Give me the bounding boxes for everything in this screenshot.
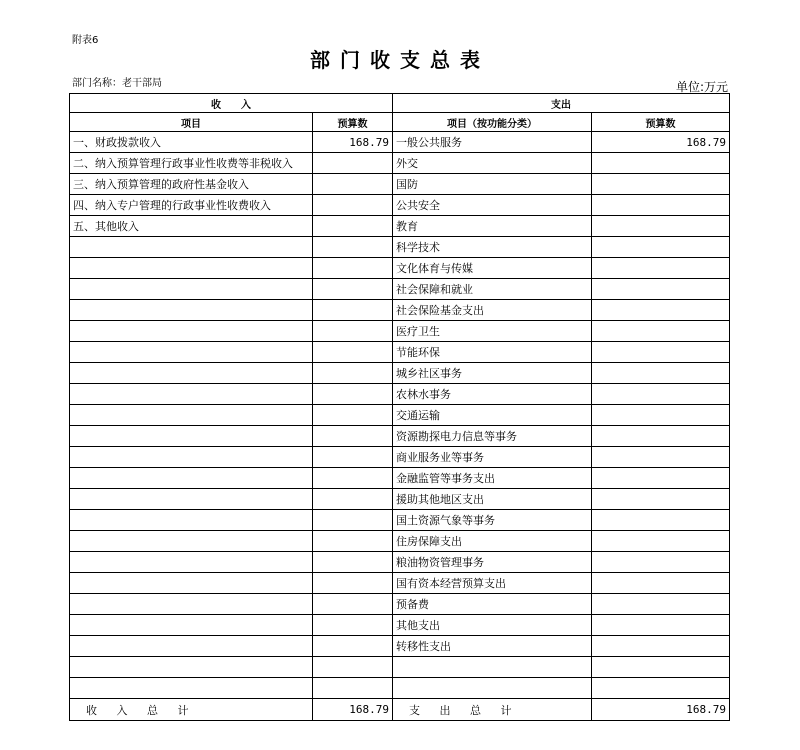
expense-amount-cell <box>592 195 730 216</box>
income-item-cell <box>70 615 313 636</box>
expense-total-label: 支 出 总 计 <box>393 699 592 721</box>
column-header-row <box>70 113 730 132</box>
expense-item-cell: 粮油物资管理事务 <box>393 552 592 573</box>
income-total-label: 收 入 总 计 <box>70 699 313 721</box>
expense-item-cell: 农林水事务 <box>393 384 592 405</box>
table-row <box>70 174 730 195</box>
expense-item-cell: 国防 <box>393 174 592 195</box>
income-item-cell: 四、纳入专户管理的行政事业性收费收入 <box>70 195 313 216</box>
expense-item-cell: 一般公共服务 <box>393 132 592 153</box>
expense-amount-cell <box>592 258 730 279</box>
income-item-cell <box>70 258 313 279</box>
table-row <box>70 321 730 342</box>
expense-item-cell: 住房保障支出 <box>393 531 592 552</box>
income-item-cell <box>70 510 313 531</box>
income-amount-cell <box>313 363 393 384</box>
income-item-cell <box>70 636 313 657</box>
table-row <box>70 573 730 594</box>
income-amount-cell <box>313 153 393 174</box>
income-amount-cell <box>313 405 393 426</box>
income-item-cell <box>70 657 313 678</box>
expense-amount-cell <box>592 531 730 552</box>
table-row <box>70 195 730 216</box>
income-item-cell <box>70 426 313 447</box>
expense-item-cell: 节能环保 <box>393 342 592 363</box>
income-item-cell <box>70 531 313 552</box>
income-group-header: 收 入 <box>70 94 393 113</box>
expense-amount-cell <box>592 405 730 426</box>
expense-amount-cell <box>592 174 730 195</box>
col-header-expense-budget: 预算数 <box>592 113 730 132</box>
expense-item-cell: 文化体育与传媒 <box>393 258 592 279</box>
expense-item-cell: 公共安全 <box>393 195 592 216</box>
table-row <box>70 384 730 405</box>
income-amount-cell <box>313 489 393 510</box>
table-row <box>70 405 730 426</box>
income-amount-cell <box>313 300 393 321</box>
expense-amount-cell <box>592 594 730 615</box>
income-item-cell <box>70 594 313 615</box>
table-row <box>70 426 730 447</box>
income-amount-cell <box>313 657 393 678</box>
expense-amount-cell <box>592 489 730 510</box>
income-item-cell <box>70 678 313 699</box>
income-total-amount: 168.79 <box>313 699 393 721</box>
income-amount-cell <box>313 174 393 195</box>
page-title: 部门收支总表 <box>310 48 490 72</box>
expense-item-cell: 转移性支出 <box>393 636 592 657</box>
expense-amount-cell <box>592 300 730 321</box>
budget-summary-table <box>69 93 730 721</box>
income-item-cell <box>70 384 313 405</box>
income-item-cell <box>70 279 313 300</box>
expense-item-cell: 援助其他地区支出 <box>393 489 592 510</box>
expense-item-cell: 其他支出 <box>393 615 592 636</box>
income-amount-cell <box>313 615 393 636</box>
table-row <box>70 279 730 300</box>
income-amount-cell <box>313 594 393 615</box>
income-amount-cell <box>313 195 393 216</box>
table-row <box>70 237 730 258</box>
expense-amount-cell <box>592 237 730 258</box>
income-amount-cell <box>313 510 393 531</box>
group-header-row <box>70 94 730 113</box>
unit-label: 单位:万元 <box>675 80 728 94</box>
income-amount-cell <box>313 279 393 300</box>
table-row <box>70 594 730 615</box>
income-item-cell <box>70 300 313 321</box>
table-row <box>70 531 730 552</box>
expense-total-amount: 168.79 <box>592 699 730 721</box>
table-row <box>70 216 730 237</box>
expense-item-cell: 国土资源气象等事务 <box>393 510 592 531</box>
income-item-cell <box>70 489 313 510</box>
income-amount-cell <box>313 321 393 342</box>
expense-amount-cell <box>592 657 730 678</box>
col-header-income-budget: 预算数 <box>313 113 393 132</box>
table-row <box>70 510 730 531</box>
expense-amount-cell <box>592 636 730 657</box>
income-item-cell: 五、其他收入 <box>70 216 313 237</box>
expense-item-cell: 国有资本经营预算支出 <box>393 573 592 594</box>
expense-amount-cell <box>592 216 730 237</box>
table-row <box>70 132 730 153</box>
expense-amount-cell <box>592 279 730 300</box>
table-row <box>70 447 730 468</box>
expense-item-cell: 预备费 <box>393 594 592 615</box>
expense-item-cell: 教育 <box>393 216 592 237</box>
table-row <box>70 258 730 279</box>
income-amount-cell <box>313 447 393 468</box>
income-amount-cell <box>313 552 393 573</box>
expense-amount-cell <box>592 573 730 594</box>
expense-item-cell: 商业服务业等事务 <box>393 447 592 468</box>
expense-amount-cell <box>592 363 730 384</box>
table-row <box>70 615 730 636</box>
table-row <box>70 678 730 699</box>
expense-item-cell <box>393 657 592 678</box>
expense-amount-cell <box>592 342 730 363</box>
department-name: 部门名称：老干部局 <box>72 78 162 89</box>
expense-item-cell: 城乡社区事务 <box>393 363 592 384</box>
income-item-cell <box>70 321 313 342</box>
table-row <box>70 300 730 321</box>
income-item-cell <box>70 573 313 594</box>
expense-amount-cell <box>592 384 730 405</box>
table-row <box>70 552 730 573</box>
expense-item-cell: 科学技术 <box>393 237 592 258</box>
col-header-income-item: 项目 <box>70 113 313 132</box>
expense-item-cell: 医疗卫生 <box>393 321 592 342</box>
table-row <box>70 153 730 174</box>
expense-amount-cell <box>592 468 730 489</box>
expense-amount-cell <box>592 510 730 531</box>
income-item-cell <box>70 405 313 426</box>
table-row <box>70 657 730 678</box>
income-item-cell: 三、纳入预算管理的政府性基金收入 <box>70 174 313 195</box>
table-row <box>70 489 730 510</box>
income-item-cell: 一、财政拨款收入 <box>70 132 313 153</box>
expense-amount-cell <box>592 615 730 636</box>
income-amount-cell <box>313 531 393 552</box>
expense-item-cell: 外交 <box>393 153 592 174</box>
income-amount-cell <box>313 678 393 699</box>
income-item-cell: 二、纳入预算管理行政事业性收费等非税收入 <box>70 153 313 174</box>
income-amount-cell <box>313 426 393 447</box>
income-amount-cell <box>313 237 393 258</box>
income-item-cell <box>70 447 313 468</box>
col-header-expense-item: 项目（按功能分类） <box>393 113 592 132</box>
income-item-cell <box>70 552 313 573</box>
expense-item-cell: 社会保险基金支出 <box>393 300 592 321</box>
expense-item-cell: 金融监管等事务支出 <box>393 468 592 489</box>
expense-amount-cell <box>592 678 730 699</box>
income-item-cell <box>70 363 313 384</box>
expense-item-cell: 交通运输 <box>393 405 592 426</box>
expense-amount-cell <box>592 426 730 447</box>
income-item-cell <box>70 237 313 258</box>
expense-item-cell: 资源勘探电力信息等事务 <box>393 426 592 447</box>
expense-amount-cell <box>592 552 730 573</box>
table-row <box>70 468 730 489</box>
attachment-label: 附表6 <box>72 35 99 46</box>
income-item-cell <box>70 468 313 489</box>
income-amount-cell <box>313 216 393 237</box>
expense-amount-cell <box>592 321 730 342</box>
table-row <box>70 636 730 657</box>
total-row <box>70 699 730 721</box>
income-amount-cell <box>313 258 393 279</box>
income-amount-cell <box>313 342 393 363</box>
expense-item-cell <box>393 678 592 699</box>
expense-amount-cell <box>592 153 730 174</box>
income-amount-cell <box>313 468 393 489</box>
expense-amount-cell <box>592 447 730 468</box>
income-amount-cell <box>313 636 393 657</box>
table-row <box>70 363 730 384</box>
income-amount-cell <box>313 573 393 594</box>
expense-group-header: 支出 <box>393 94 730 113</box>
expense-item-cell: 社会保障和就业 <box>393 279 592 300</box>
expense-amount-cell: 168.79 <box>592 132 730 153</box>
income-item-cell <box>70 342 313 363</box>
table-row <box>70 342 730 363</box>
income-amount-cell: 168.79 <box>313 132 393 153</box>
income-amount-cell <box>313 384 393 405</box>
